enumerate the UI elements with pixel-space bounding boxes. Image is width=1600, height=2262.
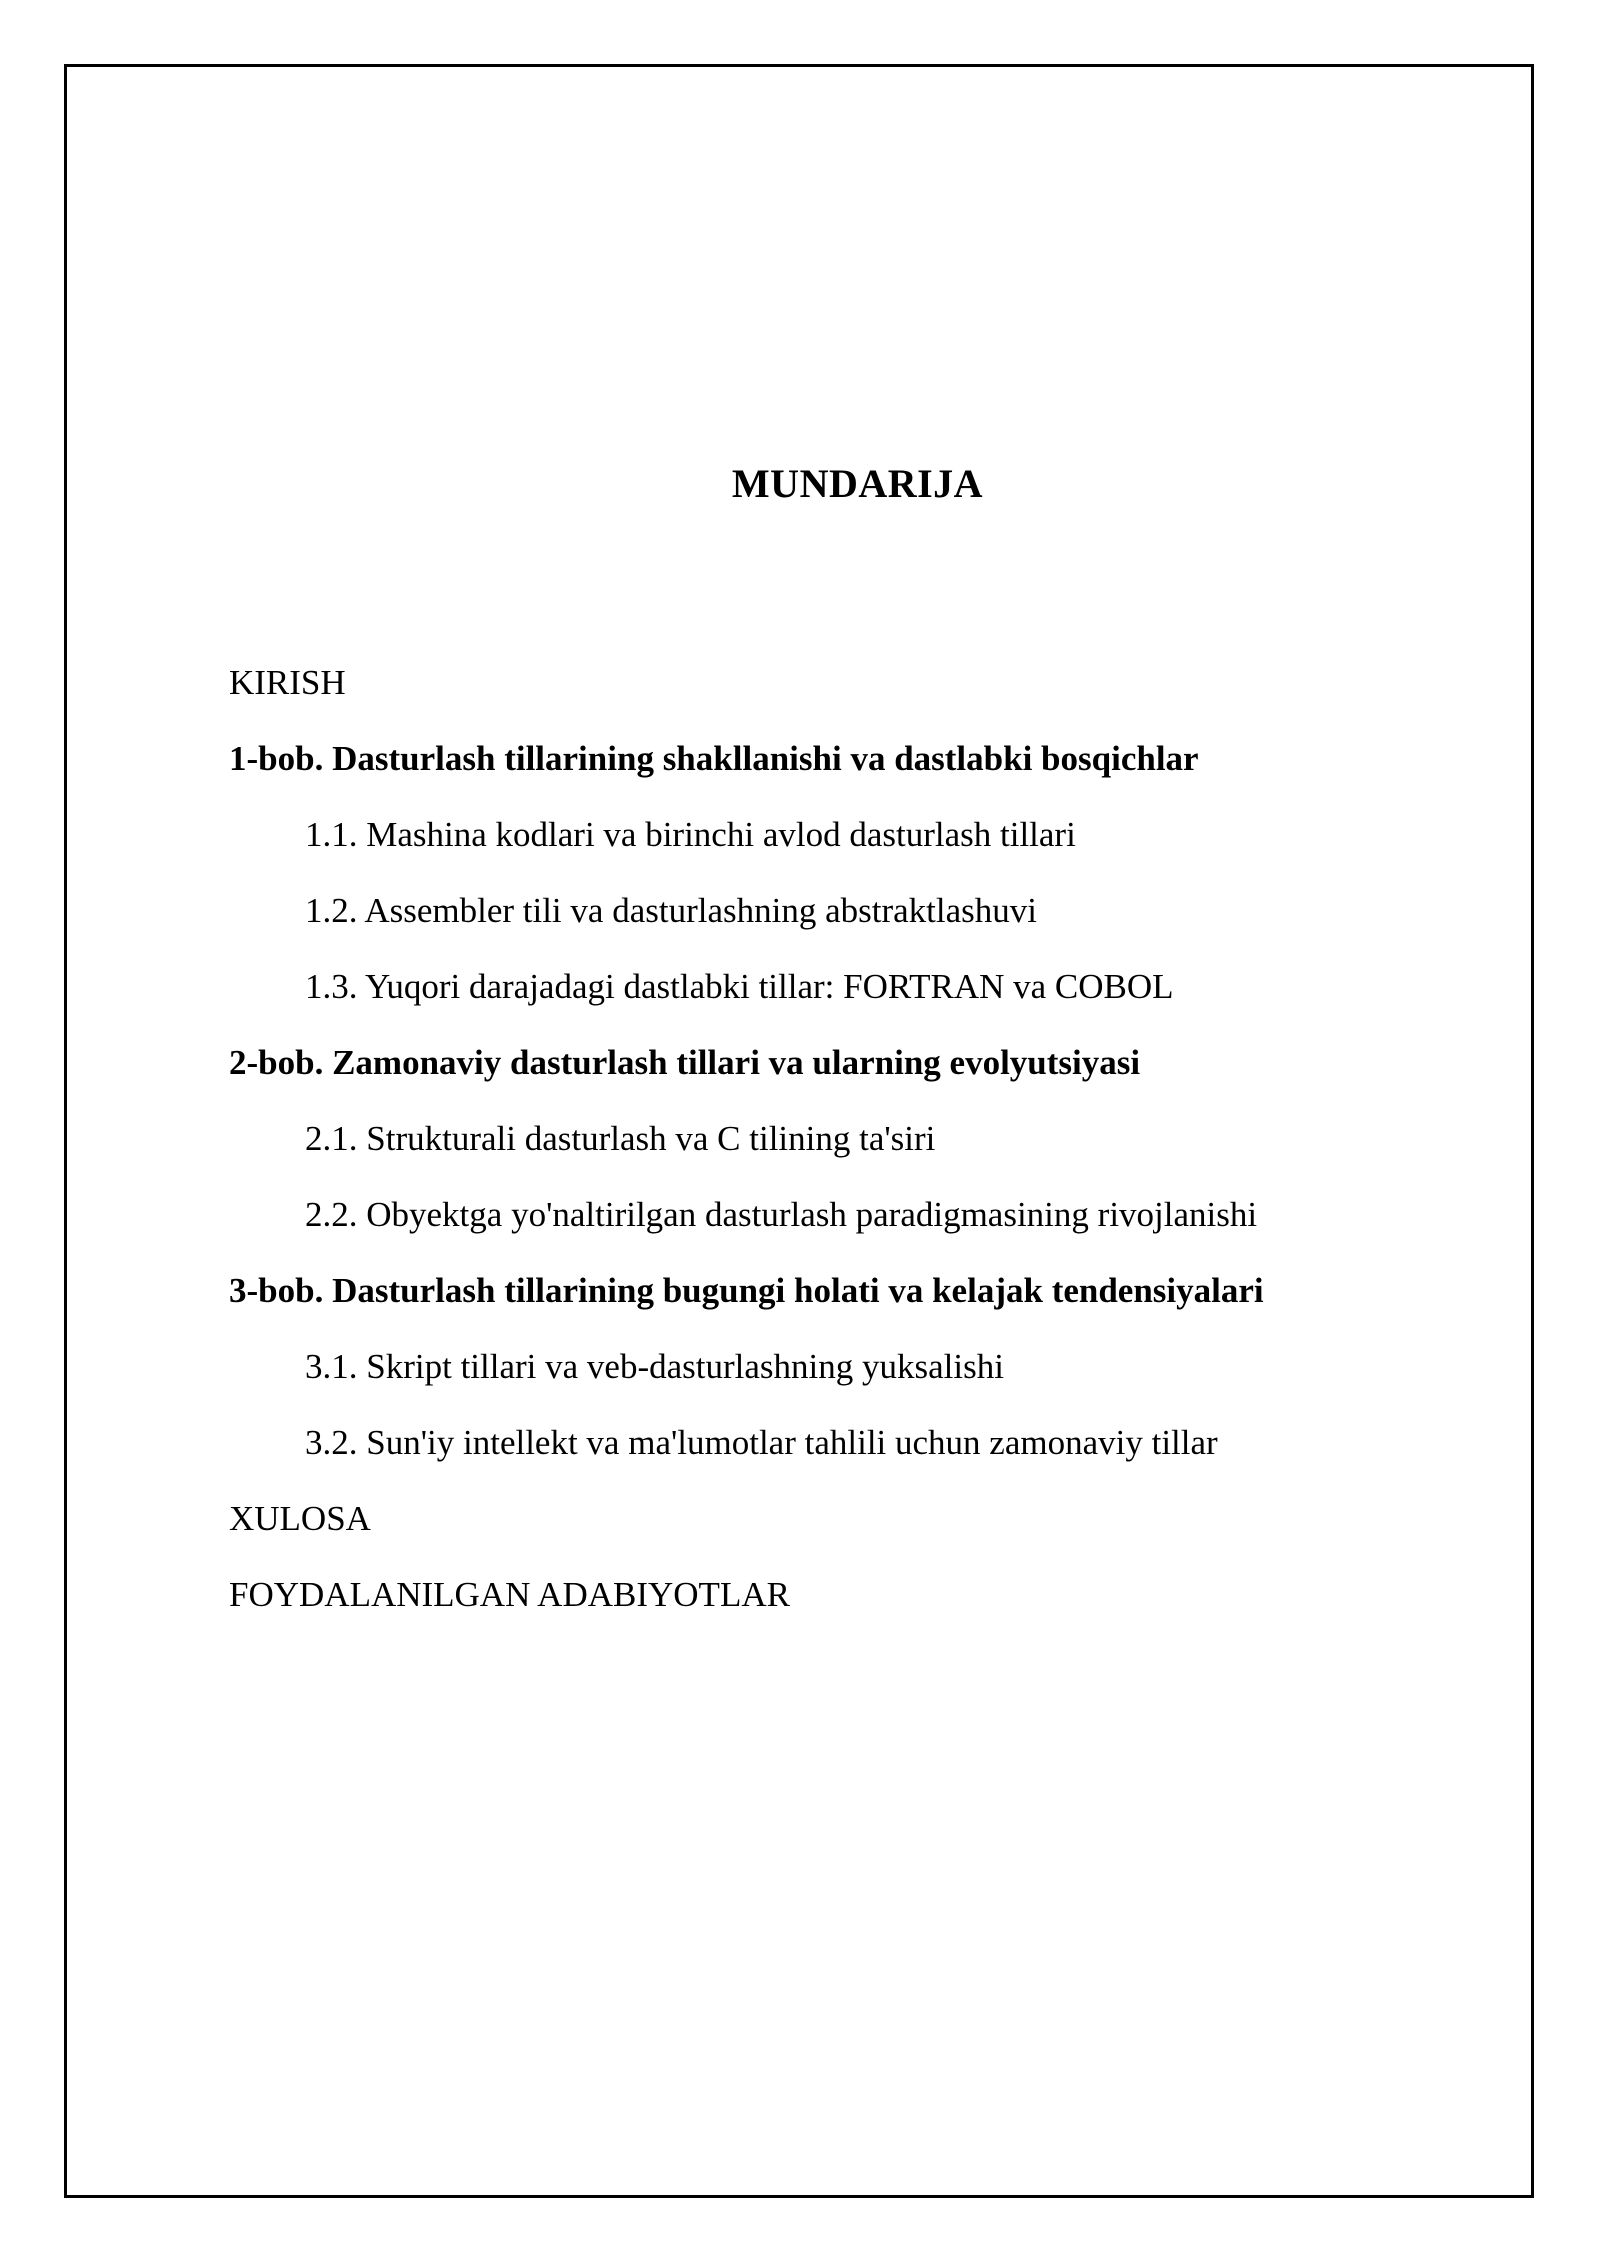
toc-entry-section-3-2: 3.2. Sun'iy intellekt va ma'lumotlar tahlili uchun zamonaviy tillar [305,1423,1218,1462]
toc-entry-section-1-3: 1.3. Yuqori darajadagi dastlabki tillar: FORTRAN va COBOL [305,967,1174,1006]
table-of-contents [229,645,1459,1633]
toc-entry-references: FOYDALANILGAN ADABIYOTLAR [229,1575,790,1614]
toc-entry-section-3-1: 3.1. Skript tillari va veb-dasturlashning yuksalishi [305,1347,1004,1386]
toc-entry-section-2-2: 2.2. Obyektga yo'naltirilgan dasturlash paradigmasining rivojlanishi [305,1195,1258,1234]
toc-entry-section-2-1: 2.1. Strukturali dasturlash va C tilining ta'siri [305,1119,936,1158]
toc-entry-introduction: KIRISH [229,663,346,702]
toc-entry-section-1-1: 1.1. Mashina kodlari va birinchi avlod dasturlash tillari [305,815,1076,854]
toc-entry-chapter-2: 2-bob. Zamonaviy dasturlash tillari va ularning evolyutsiyasi [229,1043,1141,1082]
toc-entry-conclusion: XULOSA [229,1499,371,1538]
page-title: MUNDARIJA [731,461,984,506]
toc-entry-chapter-1: 1-bob. Dasturlash tillarining shakllanishi va dastlabki bosqichlar [229,739,1199,778]
toc-entry-section-1-2: 1.2. Assembler tili va dasturlashning abstraktlashuvi [305,891,1037,930]
toc-entry-chapter-3: 3-bob. Dasturlash tillarining bugungi holati va kelajak tendensiyalari [229,1271,1264,1310]
